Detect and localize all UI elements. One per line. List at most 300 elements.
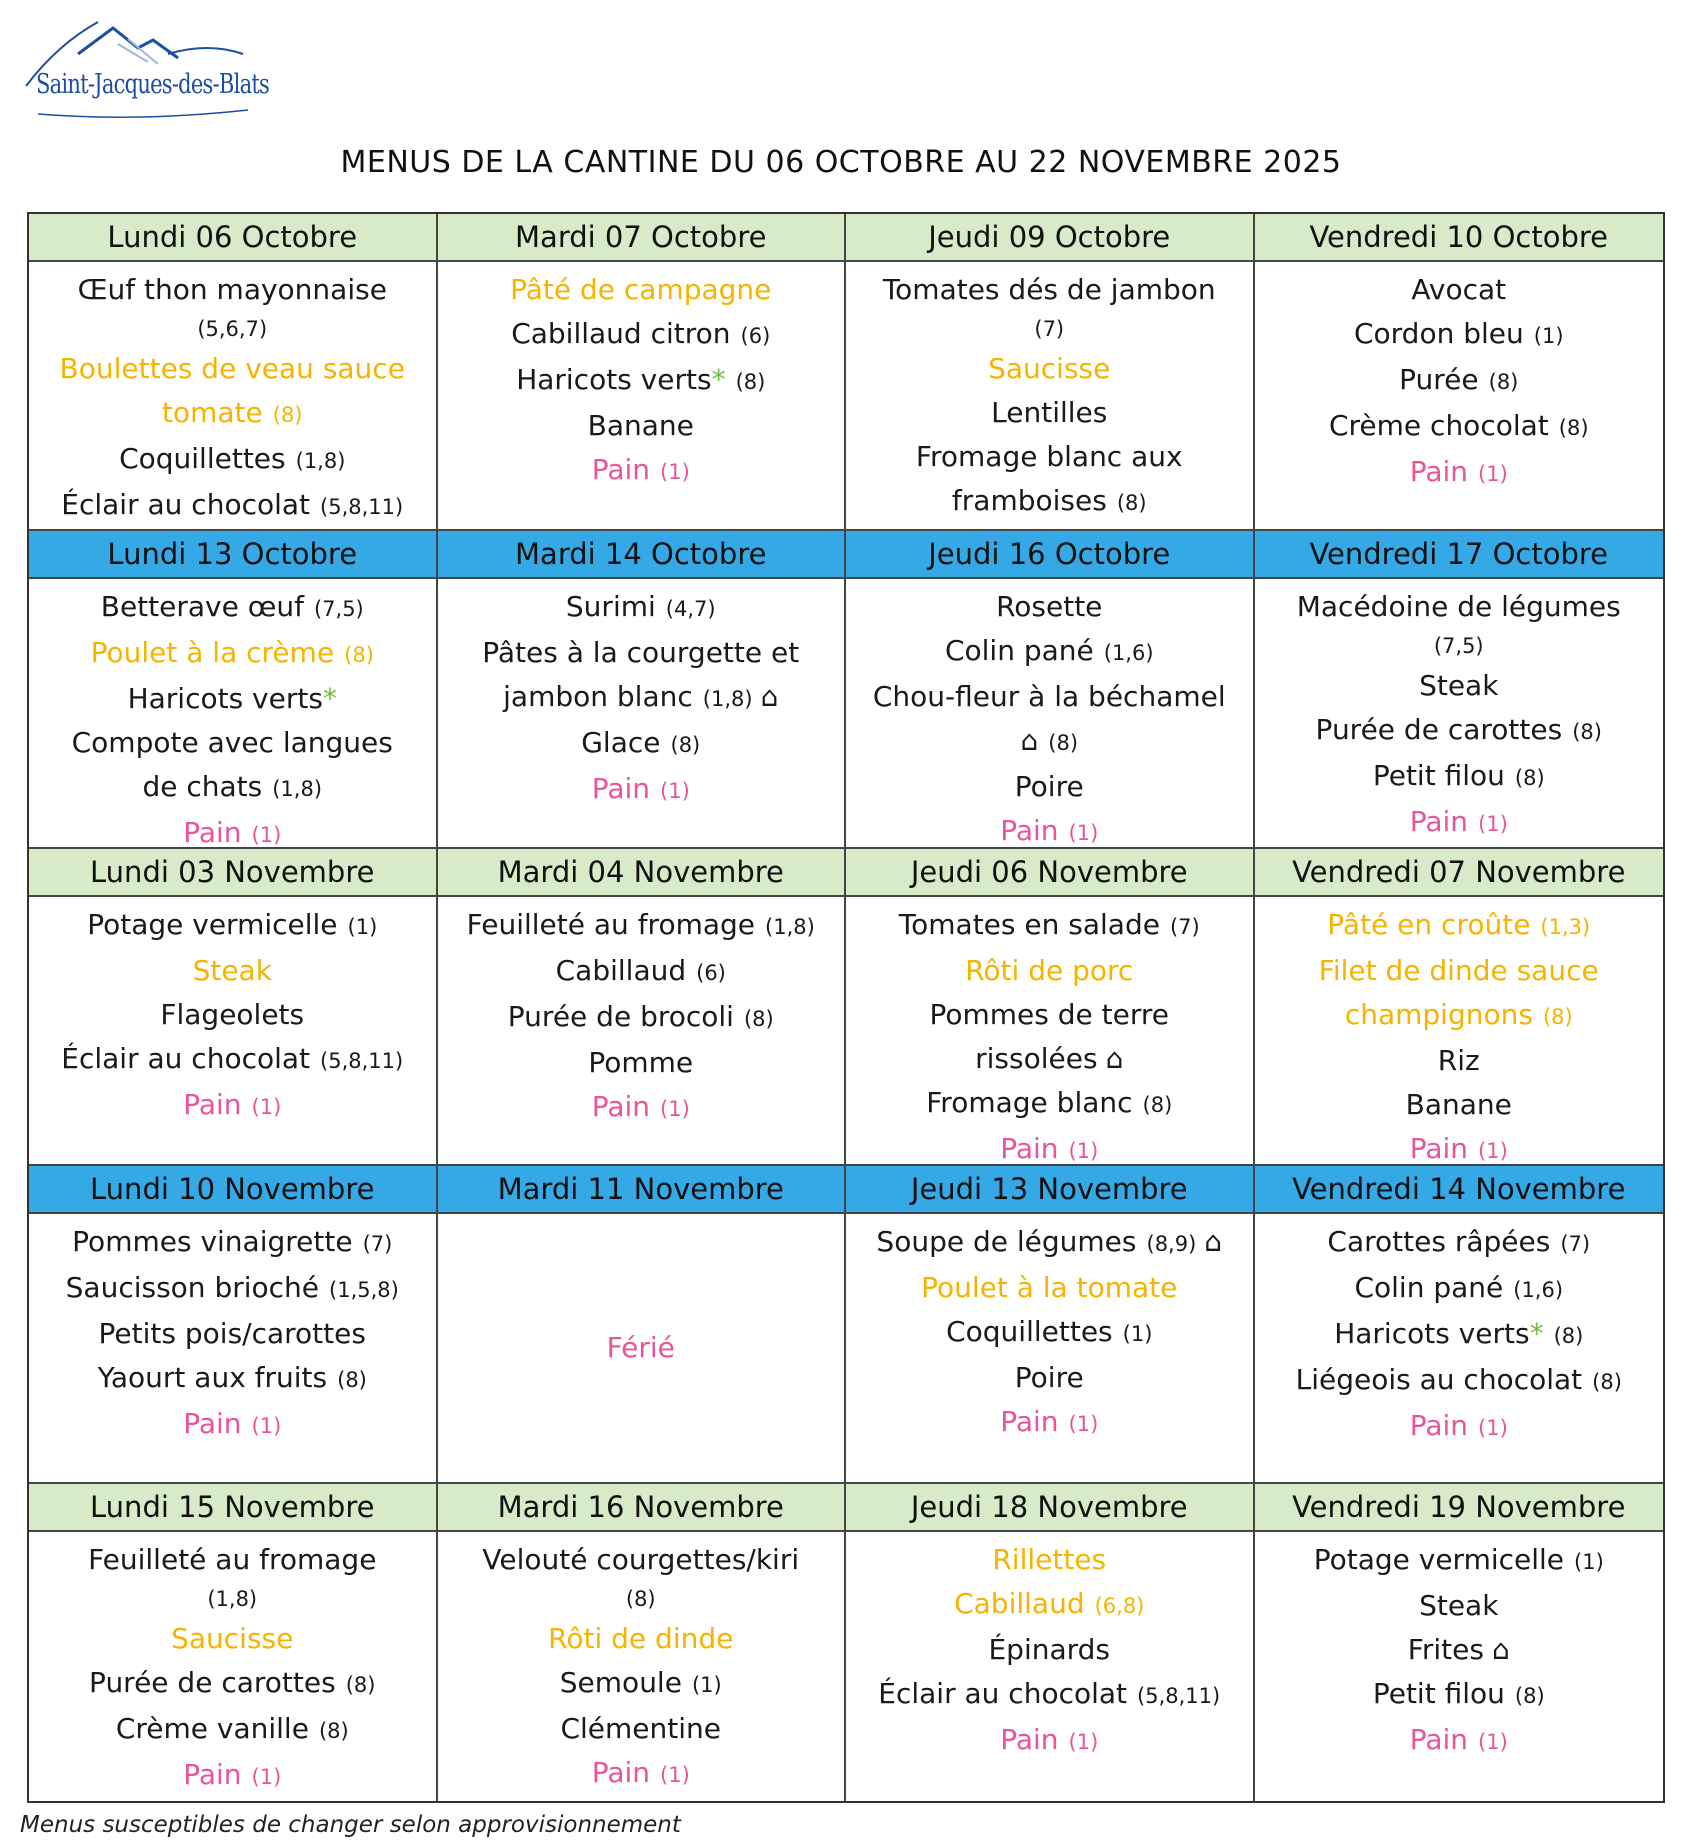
menu-item [72, 1220, 392, 1266]
menu-item [988, 347, 1110, 391]
menu-item [482, 1538, 799, 1582]
menu-item [1410, 1718, 1508, 1764]
dish-name: Pain [591, 772, 651, 806]
menu-item [160, 993, 304, 1037]
organic-star-icon: * [1529, 1317, 1544, 1351]
allergen-codes: (8) [1558, 416, 1589, 440]
menu-item [1410, 450, 1508, 496]
allergen-codes: (6) [696, 960, 726, 985]
allergen-codes: (5,8,11) [320, 1048, 404, 1073]
allergen-codes: (1) [660, 1762, 690, 1787]
dish-name: Crème chocolat [1328, 409, 1549, 442]
menu-item [592, 448, 690, 494]
allergen-codes: (8) [1116, 491, 1147, 515]
menu-item [954, 1582, 1144, 1628]
menu-item [899, 903, 1200, 949]
menu-cell [29, 1166, 438, 1483]
menu-item [592, 767, 690, 813]
menu-item [992, 1538, 1106, 1582]
dish-name: Poulet à la crème [90, 636, 335, 670]
menu-item [1296, 1358, 1622, 1404]
dish-name: Rôti de porc [965, 953, 1134, 987]
allergen-codes: (1) [1478, 1416, 1508, 1441]
organic-star-icon: * [322, 682, 337, 716]
menu-item [975, 1037, 1123, 1081]
allergen-codes: (7) [1560, 1232, 1591, 1257]
menu-item [197, 312, 267, 347]
dish-name: Éclair au chocolat [61, 488, 311, 521]
menu-item [183, 811, 281, 848]
menu-item [1297, 585, 1621, 629]
allergen-codes: (5,8,11) [320, 495, 404, 519]
menu-cell [438, 531, 847, 848]
dish-name: Poulet à la tomate [921, 1271, 1178, 1305]
allergen-codes: (8) [1142, 1092, 1173, 1117]
day-header: Vendredi 10 Octobre [1255, 214, 1664, 262]
menu-item [1410, 1404, 1508, 1450]
dish-name: Petits pois/carottes [98, 1317, 366, 1351]
menu-item [592, 1085, 690, 1131]
allergen-codes: (8) [1542, 1004, 1573, 1029]
menu-item [78, 268, 387, 312]
allergen-codes: (7) [1169, 914, 1200, 939]
menu-item [1373, 754, 1545, 800]
allergen-codes: (7) [362, 1232, 393, 1257]
allergen-codes: (1) [251, 1094, 282, 1119]
dish-name: Semoule [559, 1665, 682, 1699]
dish-name: Rillettes [992, 1542, 1107, 1576]
menu-item [1411, 268, 1506, 312]
dish-name: Clémentine [560, 1711, 722, 1745]
allergen-codes: (8) [1514, 1683, 1545, 1708]
menu-cell [846, 849, 1255, 1166]
menu-item [1354, 312, 1564, 358]
menu-items [29, 579, 436, 848]
menu-item [119, 437, 345, 483]
dish-name: Pain [183, 816, 242, 849]
dish-name: Pain [1000, 1405, 1059, 1439]
dish-name: Pâtes à la courgette et [482, 636, 800, 670]
allergen-codes: (8) [1514, 766, 1545, 791]
menu-cell [29, 531, 438, 848]
menu-cell [1255, 1484, 1664, 1801]
menu-item [99, 1312, 366, 1356]
dish-name: Colin pané [944, 634, 1094, 668]
dish-name: Compote avec langues [71, 726, 393, 760]
menu-items [29, 262, 436, 531]
menu-item [193, 949, 272, 993]
menu-item [556, 949, 726, 995]
dish-name: Pâté de campagne [510, 273, 772, 306]
allergen-codes: (1) [660, 779, 690, 804]
menu-item [162, 391, 303, 437]
menu-item [548, 1617, 733, 1661]
dish-name: Banane [587, 409, 694, 442]
menu-item [1316, 708, 1602, 754]
dish-name: Férié [606, 1330, 675, 1364]
menu-item [1000, 1718, 1098, 1764]
menu-item [72, 721, 393, 765]
dish-name: Liégeois au chocolat [1295, 1363, 1583, 1397]
allergen-codes: (1) [660, 1096, 690, 1121]
dish-name: Pommes vinaigrette [72, 1225, 353, 1259]
menu-item [929, 993, 1169, 1037]
day-header: Lundi 13 Octobre [29, 531, 436, 579]
menu-item [98, 1356, 367, 1402]
day-header: Jeudi 09 Octobre [846, 214, 1253, 262]
homemade-icon: ⌂ [1204, 1225, 1223, 1259]
menu-item [946, 1310, 1152, 1356]
day-header: Vendredi 17 Octobre [1255, 531, 1664, 579]
day-header: Mardi 11 Novembre [438, 1166, 845, 1214]
dish-name: Steak [1419, 1588, 1499, 1622]
day-header: Jeudi 18 Novembre [846, 1484, 1253, 1532]
menu-item [560, 1661, 722, 1707]
dish-name: Fromage blanc aux [915, 440, 1183, 473]
menu-item [142, 765, 322, 811]
allergen-codes: (1) [251, 1414, 282, 1439]
allergen-codes: (5,6,7) [197, 317, 268, 341]
allergen-codes: (7,5) [313, 597, 364, 622]
menu-item [921, 1266, 1177, 1310]
dish-name: de chats [142, 770, 263, 804]
menu-item [101, 585, 364, 631]
dish-name: Banane [1405, 1087, 1512, 1121]
dish-name: Flageolets [160, 997, 305, 1031]
menu-cell [846, 214, 1255, 531]
homemade-icon: ⌂ [1105, 1041, 1124, 1075]
dish-name: Lentilles [991, 396, 1108, 429]
dish-name: Purée de carottes [1315, 713, 1563, 747]
day-header: Lundi 15 Novembre [29, 1484, 436, 1532]
menu-cell [29, 849, 438, 1166]
menu-item [61, 483, 403, 529]
dish-name: Potage vermicelle [1313, 1542, 1565, 1576]
allergen-codes: (1) [1533, 324, 1564, 348]
menu-item [1419, 1584, 1498, 1628]
menu-item [626, 1582, 656, 1617]
dish-name: Cabillaud [954, 1586, 1085, 1620]
allergen-codes: (4,7) [665, 597, 716, 622]
menu-item [952, 479, 1147, 525]
dish-name: Coquillettes [119, 442, 286, 475]
allergen-codes: (1) [347, 914, 378, 939]
dish-name: Pain [1409, 1722, 1469, 1756]
allergen-codes: (8) [743, 1006, 774, 1031]
menu-cell [846, 1166, 1255, 1483]
dish-name: jambon blanc [503, 680, 693, 714]
allergen-codes: (8) [1592, 1370, 1622, 1395]
menu-item [1314, 1538, 1604, 1584]
dish-name: Pain [1000, 1722, 1059, 1756]
allergen-codes: (1) [1068, 1138, 1099, 1163]
allergen-codes: (1) [1068, 1729, 1099, 1754]
menu-item [916, 435, 1183, 479]
dish-name: Tomates en salade [898, 907, 1160, 941]
day-header: Vendredi 14 Novembre [1255, 1166, 1664, 1214]
dish-name: Pain [1409, 455, 1469, 488]
menu-cell [1255, 849, 1664, 1166]
menu-item [588, 1041, 693, 1085]
menu-item [91, 631, 374, 677]
menu-items [438, 579, 845, 846]
dish-name: Macédoine de légumes [1296, 590, 1621, 624]
allergen-codes: (8) [318, 1718, 349, 1743]
menu-item [1000, 809, 1098, 848]
menu-cell [1255, 214, 1664, 531]
dish-name: Glace [581, 726, 661, 760]
day-header: Vendredi 19 Novembre [1255, 1484, 1664, 1532]
dish-name: Épinards [988, 1632, 1111, 1666]
day-header: Mardi 04 Novembre [438, 849, 845, 897]
dish-name: ⌂ [1020, 724, 1039, 758]
menu-item [1408, 1628, 1510, 1672]
allergen-codes: (8) [345, 1672, 376, 1697]
allergen-codes: (8,9) [1146, 1232, 1197, 1257]
menu-items [438, 897, 845, 1164]
menu-item [171, 1617, 293, 1661]
day-header: Mardi 14 Octobre [438, 531, 845, 579]
menu-items [1255, 1532, 1664, 1801]
menu-item [1354, 1266, 1563, 1312]
menu-item [965, 949, 1133, 993]
allergen-codes: (1) [1068, 1412, 1099, 1437]
allergen-codes: (1,8) [272, 777, 323, 802]
dish-name: Petit filou [1372, 759, 1505, 793]
menu-cell [438, 1166, 847, 1483]
allergen-codes: (1) [251, 1764, 282, 1789]
menu-item [883, 268, 1216, 312]
menu-item [588, 404, 694, 448]
menu-items [846, 579, 1253, 848]
dish-name: Pomme [588, 1045, 694, 1079]
footer-note: Menus susceptibles de changer selon approvisionnement [20, 1812, 681, 1838]
dish-name: Feuilleté au fromage [466, 907, 756, 941]
allergen-codes: (1,8) [295, 449, 346, 473]
dish-name: Fromage blanc [926, 1085, 1133, 1119]
menu-item [66, 1266, 399, 1312]
menu-item [87, 903, 377, 949]
dish-name: Éclair au chocolat [61, 1041, 311, 1075]
menu-item [510, 268, 771, 312]
menu-item [566, 585, 716, 631]
menu-items [846, 897, 1253, 1166]
dish-name: Purée [1399, 363, 1479, 396]
dish-name: Pommes de terre [929, 997, 1170, 1031]
menu-items [438, 1214, 845, 1481]
menu-item [1410, 1127, 1508, 1166]
menu-item [503, 675, 778, 721]
day-header: Lundi 06 Octobre [29, 214, 436, 262]
menu-item [1434, 629, 1484, 664]
allergen-codes: (1,8) [207, 1586, 258, 1611]
menu-item [1015, 765, 1084, 809]
menu-cell [438, 1484, 847, 1801]
menu-cell [846, 1484, 1255, 1801]
dish-name: Rosette [996, 590, 1103, 624]
allergen-codes: (8) [735, 370, 766, 394]
menu-items [29, 1532, 436, 1801]
page-title: MENUS DE LA CANTINE DU 06 OCTOBRE AU 22 NOVEMBRE 2025 [340, 145, 1342, 180]
dish-name: Steak [192, 953, 272, 987]
allergen-codes: (1) [1478, 462, 1508, 486]
dish-name: Soupe de légumes [876, 1225, 1137, 1259]
menu-cell [1255, 531, 1664, 848]
dish-name: Petit filou [1372, 1676, 1505, 1710]
dish-name: framboises [951, 484, 1107, 517]
dish-name: Poire [1014, 1361, 1084, 1395]
menu-item [873, 675, 1226, 719]
menu-items [1255, 897, 1664, 1166]
dish-name: Cordon bleu [1353, 317, 1524, 350]
day-header: Jeudi 13 Novembre [846, 1166, 1253, 1214]
dish-name: Pain [1409, 1409, 1469, 1443]
allergen-codes: (1) [1122, 1322, 1153, 1347]
dish-name: Riz [1437, 1043, 1480, 1077]
allergen-codes: (1,8) [702, 687, 753, 712]
dish-name: Purée de carottes [89, 1665, 336, 1699]
allergen-codes: (1,6) [1513, 1278, 1564, 1303]
dish-name: Pain [183, 1407, 242, 1441]
menu-items [846, 1214, 1253, 1481]
menu-item [1406, 1083, 1512, 1127]
dish-name: Purée de brocoli [507, 999, 734, 1033]
menu-item [183, 1083, 281, 1129]
dish-name: Saucisson brioché [65, 1271, 320, 1305]
dish-name: Steak [1419, 669, 1499, 703]
allergen-codes: (1) [691, 1672, 722, 1697]
menu-item [89, 1661, 375, 1707]
menu-item [128, 677, 337, 721]
menu-item [516, 358, 765, 404]
menu-table [27, 212, 1665, 1803]
homemade-icon: ⌂ [1491, 1632, 1510, 1666]
dish-name: Pâté en croûte [1327, 907, 1531, 941]
dish-name: Crème vanille [115, 1711, 309, 1745]
menu-items [846, 1532, 1253, 1801]
menu-item [183, 1753, 281, 1799]
menu-item [878, 1672, 1220, 1718]
allergen-codes: (1) [1574, 1549, 1604, 1574]
menu-item [183, 1402, 281, 1448]
dish-name: Betterave œuf [100, 590, 304, 624]
allergen-codes: (7,5) [1433, 634, 1484, 659]
dish-name: tomate [162, 396, 263, 429]
dish-name: Surimi [565, 590, 656, 624]
homemade-icon: ⌂ [760, 680, 779, 714]
dish-name: Feuilleté au fromage [88, 1542, 377, 1576]
allergen-codes: (7) [1034, 317, 1065, 341]
day-header: Lundi 03 Novembre [29, 849, 436, 897]
dish-name: Cabillaud citron [511, 317, 731, 350]
allergen-codes: (8) [337, 1368, 367, 1393]
dish-name: Filet de dinde sauce [1318, 953, 1599, 987]
allergen-codes: (5,8,11) [1137, 1683, 1221, 1708]
menu-cell [1255, 1166, 1664, 1483]
menu-item [116, 1707, 349, 1753]
menu-item [1034, 312, 1064, 347]
menu-item [1000, 1400, 1098, 1446]
dish-name: Boulettes de veau sauce [59, 352, 405, 385]
menu-cell [438, 849, 847, 1166]
menu-item [1327, 1220, 1590, 1266]
menu-cell [438, 214, 847, 531]
menu-item [876, 1220, 1222, 1266]
allergen-codes: (1) [1478, 812, 1508, 837]
allergen-codes: (8) [1572, 720, 1602, 745]
dish-name: Pain [591, 1089, 651, 1123]
menu-item [88, 1538, 376, 1582]
dish-name: Yaourt aux fruits [97, 1361, 328, 1395]
dish-name: Pain [1000, 1131, 1059, 1165]
day-header: Mardi 16 Novembre [438, 1484, 845, 1532]
allergen-codes: (1,6) [1103, 641, 1154, 666]
dish-name: Pain [1409, 1131, 1469, 1165]
menu-items [1255, 262, 1664, 529]
menu-item [996, 585, 1102, 629]
menu-item [988, 1628, 1110, 1672]
dish-name: Haricots verts [516, 363, 712, 396]
menu-item [511, 312, 770, 358]
allergen-codes: (1,3) [1540, 914, 1591, 939]
dish-name: Frites [1407, 1632, 1484, 1666]
dish-name: Chou-fleur à la béchamel [872, 680, 1226, 714]
dish-name: Œuf thon mayonnaise [77, 273, 387, 306]
menu-item [482, 631, 799, 675]
menu-item [508, 995, 774, 1041]
menu-items [1255, 1214, 1664, 1481]
allergen-codes: (1) [1068, 821, 1099, 846]
organic-star-icon: * [711, 363, 726, 396]
allergen-codes: (8) [1048, 731, 1079, 756]
allergen-codes: (1,5,8) [329, 1278, 399, 1303]
dish-name: rissolées [975, 1041, 1098, 1075]
menu-items [438, 262, 845, 529]
dish-name: Haricots verts [1334, 1317, 1530, 1351]
dish-name: Saucisse [988, 352, 1111, 385]
menu-item [1373, 1672, 1545, 1718]
menu-items [846, 262, 1253, 531]
menu-cell [29, 1484, 438, 1801]
dish-name: Potage vermicelle [87, 907, 338, 941]
logo-text: Saint-Jacques-des-Blats [36, 69, 270, 100]
day-header: Mardi 07 Octobre [438, 214, 845, 262]
allergen-codes: (8) [625, 1586, 656, 1611]
menu-item [1327, 903, 1590, 949]
allergen-codes: (8) [1488, 370, 1519, 394]
allergen-codes: (1) [1478, 1138, 1508, 1163]
menu-items [1255, 579, 1664, 846]
menu-item [61, 1037, 403, 1083]
menu-item [1410, 800, 1508, 846]
day-header: Vendredi 07 Novembre [1255, 849, 1664, 897]
dish-name: Velouté courgettes/kiri [482, 1542, 800, 1576]
allergen-codes: (8) [1553, 1324, 1584, 1349]
allergen-codes: (8) [344, 643, 374, 668]
day-header: Lundi 10 Novembre [29, 1166, 436, 1214]
day-header: Jeudi 16 Octobre [846, 531, 1253, 579]
allergen-codes: (8) [670, 733, 701, 758]
menu-item [560, 1707, 721, 1751]
menu-item [1419, 664, 1498, 708]
menu-item [1399, 358, 1518, 404]
menu-item [1345, 993, 1573, 1039]
dish-name: Coquillettes [946, 1315, 1113, 1349]
allergen-codes: (1) [660, 460, 690, 484]
menu-item [1334, 1312, 1583, 1358]
menu-item [1319, 949, 1599, 993]
dish-name: Carottes râpées [1327, 1225, 1551, 1259]
